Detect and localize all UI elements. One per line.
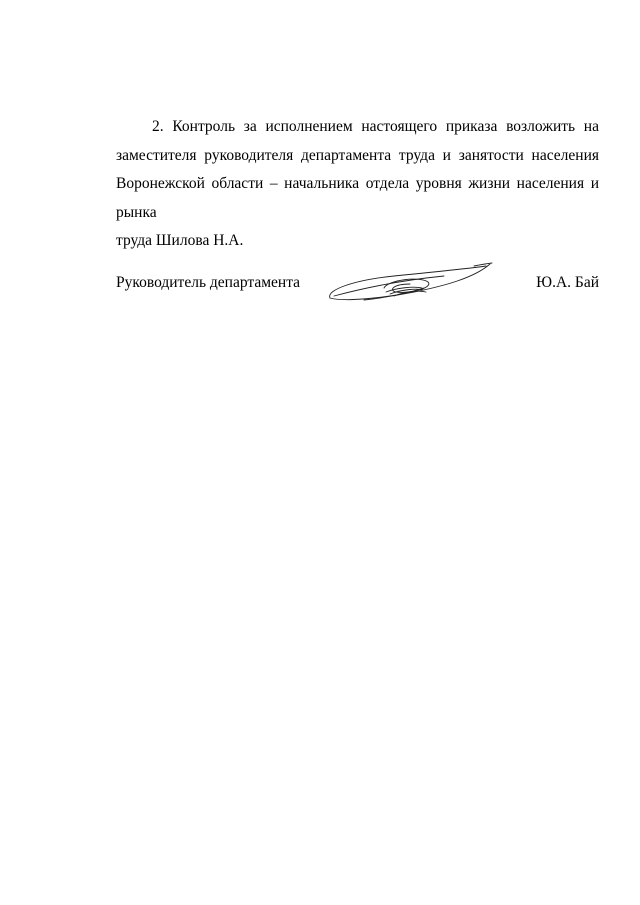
- signatory-name: Ю.А. Бай: [536, 274, 599, 291]
- paragraph-line-4: труда Шилова Н.А.: [116, 232, 244, 249]
- signatory-title: Руководитель департамента: [116, 274, 301, 291]
- paragraph-line-3: Воронежской области – начальника отдела уровня жизни населения и рынка: [116, 175, 599, 221]
- paragraph-control: [116, 113, 599, 256]
- paragraph-line-2: заместителя руководителя департамента труда и занятости населения: [116, 146, 599, 164]
- handwritten-signature-icon: [324, 258, 494, 306]
- signature-block: [116, 270, 599, 310]
- paragraph-line-1: 2. Контроль за исполнением настоящего приказа возложить на: [152, 118, 599, 135]
